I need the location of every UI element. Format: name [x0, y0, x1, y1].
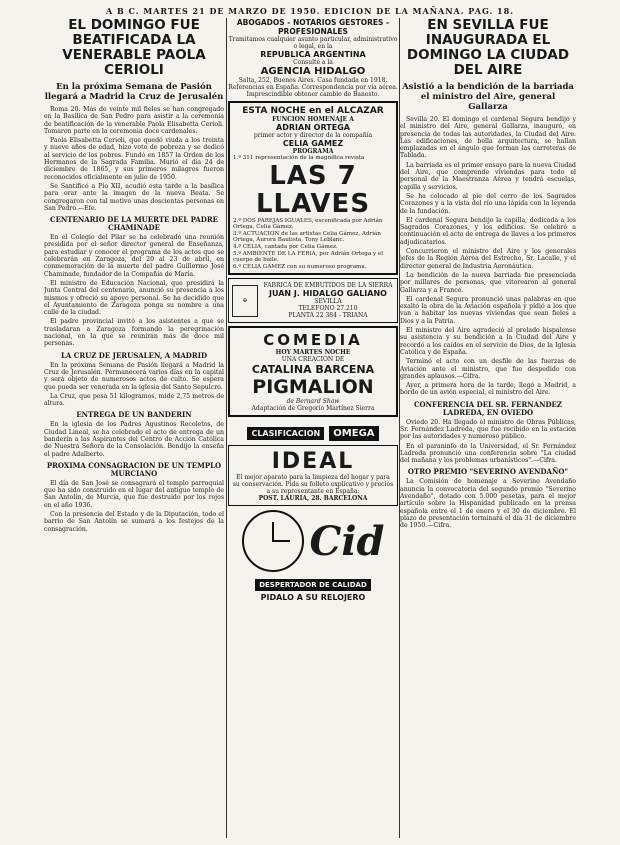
article-paragraph: El ministro del Aire agradeció al prelado hispalense su asistencia y su bendición a la Ciudad del Aire y recordó a los caídos en el servicio de Dios, de la Iglesia Católica y de España. — [400, 327, 576, 356]
theatre-ad-item: 3.º ACTUACION de las artistas Celia Gámez, Adrián Ortega, Aurora Bautista, Tony Leblanc. — [233, 230, 381, 244]
comedia-ad-star: CATALINA BARCENA — [251, 363, 375, 377]
article-paragraph: Concurrieron el ministro del Aire y los generales jefes de la Región Aérea del Estrecho, Sr. Lacalle, y el director general de Industria Aeronáutica. — [400, 248, 576, 270]
article-subhead: Asistió a la bendición de la barriada el ministro del Aire, general Gallarza — [402, 82, 574, 112]
ideal-ad — [228, 445, 398, 506]
theatre-ad-item: 4.º CELIA, cantada por Celia Gámez. — [233, 243, 338, 250]
left-column — [44, 18, 224, 535]
theatre-ad-show: LAS 7 LLAVES — [255, 160, 371, 219]
comedia-ad-play: PIGMALION — [252, 376, 374, 399]
omega-ad-name: OMEGA — [329, 426, 378, 441]
section-title: LA CRUZ DE JERUSALEN, A MADRID — [60, 350, 208, 360]
lawyers-ad-refs: Referencias en España. Correspondencia por vía aérea. Imprescindible obtener cambio de Banesto. — [228, 84, 398, 98]
section-title: ENTREGA DE UN BANDERIN — [76, 410, 192, 420]
ideal-ad-title: IDEAL — [271, 449, 355, 475]
section-title: OTRO PREMIO "SEVERINO AVENDAÑO" — [407, 467, 569, 477]
article-paragraph: La Cruz, que pesa 51 kilogramos, mide 2,75 metros de altura. — [44, 392, 224, 408]
cid-clock-ad — [228, 510, 398, 602]
theatre-ad-rep: 1.º 311 representación de la magnífica revista — [233, 155, 365, 161]
theatre-ad-item: 2.º DOS PAREJAS IGUALES, escenificada por Adrián Ortega, Celia Gámez. — [233, 217, 383, 231]
cid-ad-footer: PIDALO A SU RELOJERO — [260, 593, 366, 603]
article-paragraph: En el paraninfo de la Universidad, el Sr. Fernández Ladreda pronunció una conferencia sobre "La ciudad del mañana y los problemas urbanísticos".—Cifra. — [400, 442, 576, 465]
article-headline: EL DOMINGO FUE BEATIFICADA LA VENERABLE PAOLA CERIOLI — [62, 18, 206, 78]
article-paragraph: El cardenal Segura pronunció unas palabras en que exaltó la obra de la Aviación española y pidió a los que van a habitar las nuevas viviendas que sean fieles a Dios y a la Patria. — [400, 295, 576, 325]
cid-ad-brand: Cid — [309, 517, 385, 565]
crest-icon: ✠ — [232, 285, 258, 317]
article-paragraph: Paola Elisabetta Cerioli, que quedó viuda a los treinta y nueve años de edad, hizo voto de pobreza y se dedicó al servicio de los pobres. Fundó en 1857 la Orden de los Hermanos de la Sagrada Familia. Murió el día 24 de diciembre de 1865, y sus primeros milagros fueron reconocidos oficialmente en julio de 1950. — [44, 137, 224, 181]
factory-ad-name: JUAN J. HIDALGO GALIANO — [269, 289, 387, 299]
article-paragraph: En la iglesia de los Padres Agustinos Recoletos, de Ciudad Lineal, se ha celebrado el acto de entrega de un banderín a las Aspirantes del Centro de Acción Católica de Nuestra Señora de la Consolación. Bendijo la enseña el padre Adalberto. — [44, 421, 224, 458]
lawyers-ad-agency: AGENCIA HIDALGO — [260, 66, 366, 77]
factory-ad — [228, 278, 398, 323]
article-paragraph: La bendición de la nueva barriada fue presenciada por millares de personas, que vitorearon al general Gallarza y a Franco. — [400, 271, 576, 294]
article-paragraph: El cardenal Segura bendijo la capilla, dedicada a los Sagrados Corazones, y los edificios. Se celebró a continuación el acto de entrega de llaves a los primeros adjudicatarios. — [400, 216, 576, 246]
ideal-ad-body: El mejor aparato para la limpieza del hogar y para su conservación. Pida su folleto explicativo y precios a su representante en España: — [232, 474, 394, 496]
ideal-ad-address: POST. LAURIA, 28. BARCELONA — [258, 495, 368, 503]
comedia-ad-adapt: Adaptación de Gregorio Martínez Sierra — [251, 405, 375, 413]
column-rule — [226, 18, 227, 838]
article-headline: EN SEVILLA FUE INAUGURADA EL DOMINGO LA CIUDAD DEL AIRE — [406, 18, 570, 78]
comedia-ad-sub2: UNA CREACION DE — [281, 356, 345, 364]
lawyers-ad-body: Tramitamos cualquier asunto particular, administrativo o legal, en la — [228, 36, 398, 50]
factory-ad-title: FABRICA DE EMBUTIDOS DE LA SIERRA — [263, 282, 393, 290]
comedia-ad-title: COMEDIA — [263, 331, 363, 350]
article-paragraph: Con la presencia del Estado y de la Diputación, todo el barrio de San Antolín se sumará a los festejos de la consagración. — [44, 511, 224, 533]
article-paragraph: Roma 20. Más de veinte mil fieles se han congregado en la Basílica de San Pedro para asistir a la ceremonia de beatificación de la venerable Paola Elisabetta Cerioli. Tomaron parte en la ceremonia doce cardenales. — [44, 106, 224, 135]
article-paragraph: Se Santificó a Pío XII, acudió esta tarde a la basílica para orar ante la imagen de la nueva Beata. Se congregaron con tal motivo unas doscientas personas en San Pedro.—Efe. — [44, 182, 224, 212]
theatre-ad-program: PROGRAMA — [292, 148, 334, 155]
alarm-clock-icon — [242, 510, 304, 572]
omega-ad — [228, 421, 398, 441]
lawyers-ad-title: ABOGADOS - NOTARIOS GESTORES - PROFESIONALES — [236, 18, 390, 36]
lawyers-ad-country: REPUBLICA ARGENTINA — [260, 50, 366, 59]
article-paragraph: El padre provincial invitó a los asistentes a que se trasladaran a Zaragoza formando la peregrinación nacional, en la que se reunirán más de doce mil personas. — [44, 318, 224, 348]
theatre-ad-item: 5.º AMBIENTE DE LA FERIA, por Adrián Ortega y el cuerpo de baile. — [233, 250, 384, 264]
theatre-ad-honoree: ADRIAN ORTEGA — [276, 123, 350, 132]
article-paragraph: En el Colegio del Pilar se ha celebrado una reunión presidida por el señor director general de Enseñanza, para estudiar y conocer el programa de los actos que se celebrarán en Zaragoza, del 20 al 23 de abril, en conmemoración de la muerte del padre Guillermo José Chaminade, fundador de la Compañía de María. — [44, 234, 224, 278]
alcazar-theatre-ad — [228, 101, 398, 275]
comedia-ad-author: de Bernard Shaw — [286, 398, 340, 406]
article-paragraph: Ayer, a primera hora de la tarde, llegó a Madrid, a bordo de un avión especial, el ministro del Aire. — [400, 382, 576, 397]
article-paragraph: Oviedo 20. Ha llegado el ministro de Obras Públicas, Sr. Fernández Ladreda, que fue recibido en la estación por las autoridades y numeroso público. — [400, 418, 576, 441]
comedia-ad-sub: HOY MARTES NOCHE — [275, 349, 351, 357]
theatre-ad-star: CELIA GAMEZ — [282, 139, 344, 148]
factory-ad-city: SEVILLA — [314, 298, 342, 306]
lawyers-ad-consult: Consulte a la — [293, 59, 333, 66]
section-title: CONFERENCIA DEL SR. FERNANDEZ LADREDA, EN OVIEDO — [413, 399, 562, 417]
theatre-ad-item: 6.º CELIA GAMEZ con su numeroso programa. — [233, 263, 367, 270]
right-column — [400, 18, 576, 532]
page-header: A B C. MARTES 21 DE MARZO DE 1950. EDICION DE LA MAÑANA. PAG. 18. — [106, 6, 514, 16]
theatre-ad-note: primer actor y director de la compañía — [253, 132, 373, 139]
ads-column — [228, 18, 398, 602]
article-paragraph: El día de San José se consagrará el templo parroquial que ha sido construido en el lugar del antiguo templo de San Antolín, de Murcia, que fue destruido por los rojos en el año 1936. — [44, 479, 224, 509]
theatre-ad-func: FUNCION HOMENAJE A — [272, 116, 354, 123]
section-title: CENTENARIO DE LA MUERTE DEL PADRE CHAMINADE — [50, 215, 218, 233]
lawyers-ad — [228, 18, 398, 98]
article-paragraph: Terminó el acto con un desfile de las fuerzas de Aviación ante el ministro, que fue despedido con grandes aplausos.—Cifra. — [400, 358, 576, 380]
article-paragraph: Se ha colocado al pie del cerro de los Sagrados Corazones y a la vista del río una lápida con la leyenda de la fundación. — [400, 192, 576, 215]
section-title: PROXIMA CONSAGRACION DE UN TEMPLO MURCIANO — [46, 460, 222, 478]
factory-ad-address: PLANTA 22 384 - TRIANA — [288, 312, 368, 320]
article-paragraph: La Comisión de homenaje a Severino Avendaño anuncia la convocatoria del segundo premio "Severino Avendaño", dotado con 5.000 pesetas, para el mejor artículo sobre la Hispanidad publicado en la prensa española entre el 1 de enero y el 30 de diciembre. El plazo de presentación terminará el día 31 de diciembre de 1950.—Cifra. — [400, 478, 576, 530]
cid-ad-banner: DESPERTADOR DE CALIDAD — [255, 579, 371, 591]
article-paragraph: En la próxima Semana de Pasión llegará a Madrid la Cruz de Jerusalén. Permanecerá varios días en la capital y será objeto de numerosos actos de culto. Se espera que pueda ser venerada en la iglesia del Santo Sepulcro. — [44, 361, 224, 391]
article-subhead: En la próxima Semana de Pasión llegará a Madrid la Cruz de Jerusalén — [44, 82, 224, 102]
omega-ad-lead: CLASIFICACION — [247, 427, 324, 440]
theatre-ad-top: ESTA NOCHE en el ALCAZAR — [242, 106, 384, 116]
article-paragraph: Sevilla 20. El domingo el cardenal Segura bendijo y el ministro del Aire, general Gallarza, inauguró, en presencia de todas las autoridades, la Ciudad del Aire. Las edificaciones, de bella arquitectura, se hallan emplazadas en el ángulo que forman las carreteras de Tablada. — [400, 116, 576, 160]
article-paragraph: La barriada es el primer ensayo para la nueva Ciudad del Aire, que comprende viviendas para todo el personal de la Maestranza Aérea y tendrá escuelas, capilla y servicios. — [400, 161, 576, 191]
lawyers-ad-address: Salta, 252, Buenos Aires. Casa fundada en 1918. — [238, 77, 388, 84]
article-paragraph: El ministro de Educación Nacional, que presidirá la Junta Central del centenario, anunció su presencia a los mismos y ofreció su apoyo personal. Se ha decidido que el Ayuntamiento de Zaragoza ponga su nombre a una calle de la ciudad. — [44, 279, 224, 317]
comedia-theatre-ad — [228, 326, 398, 417]
factory-ad-phone: TELEFONO 27.210 — [298, 305, 358, 313]
